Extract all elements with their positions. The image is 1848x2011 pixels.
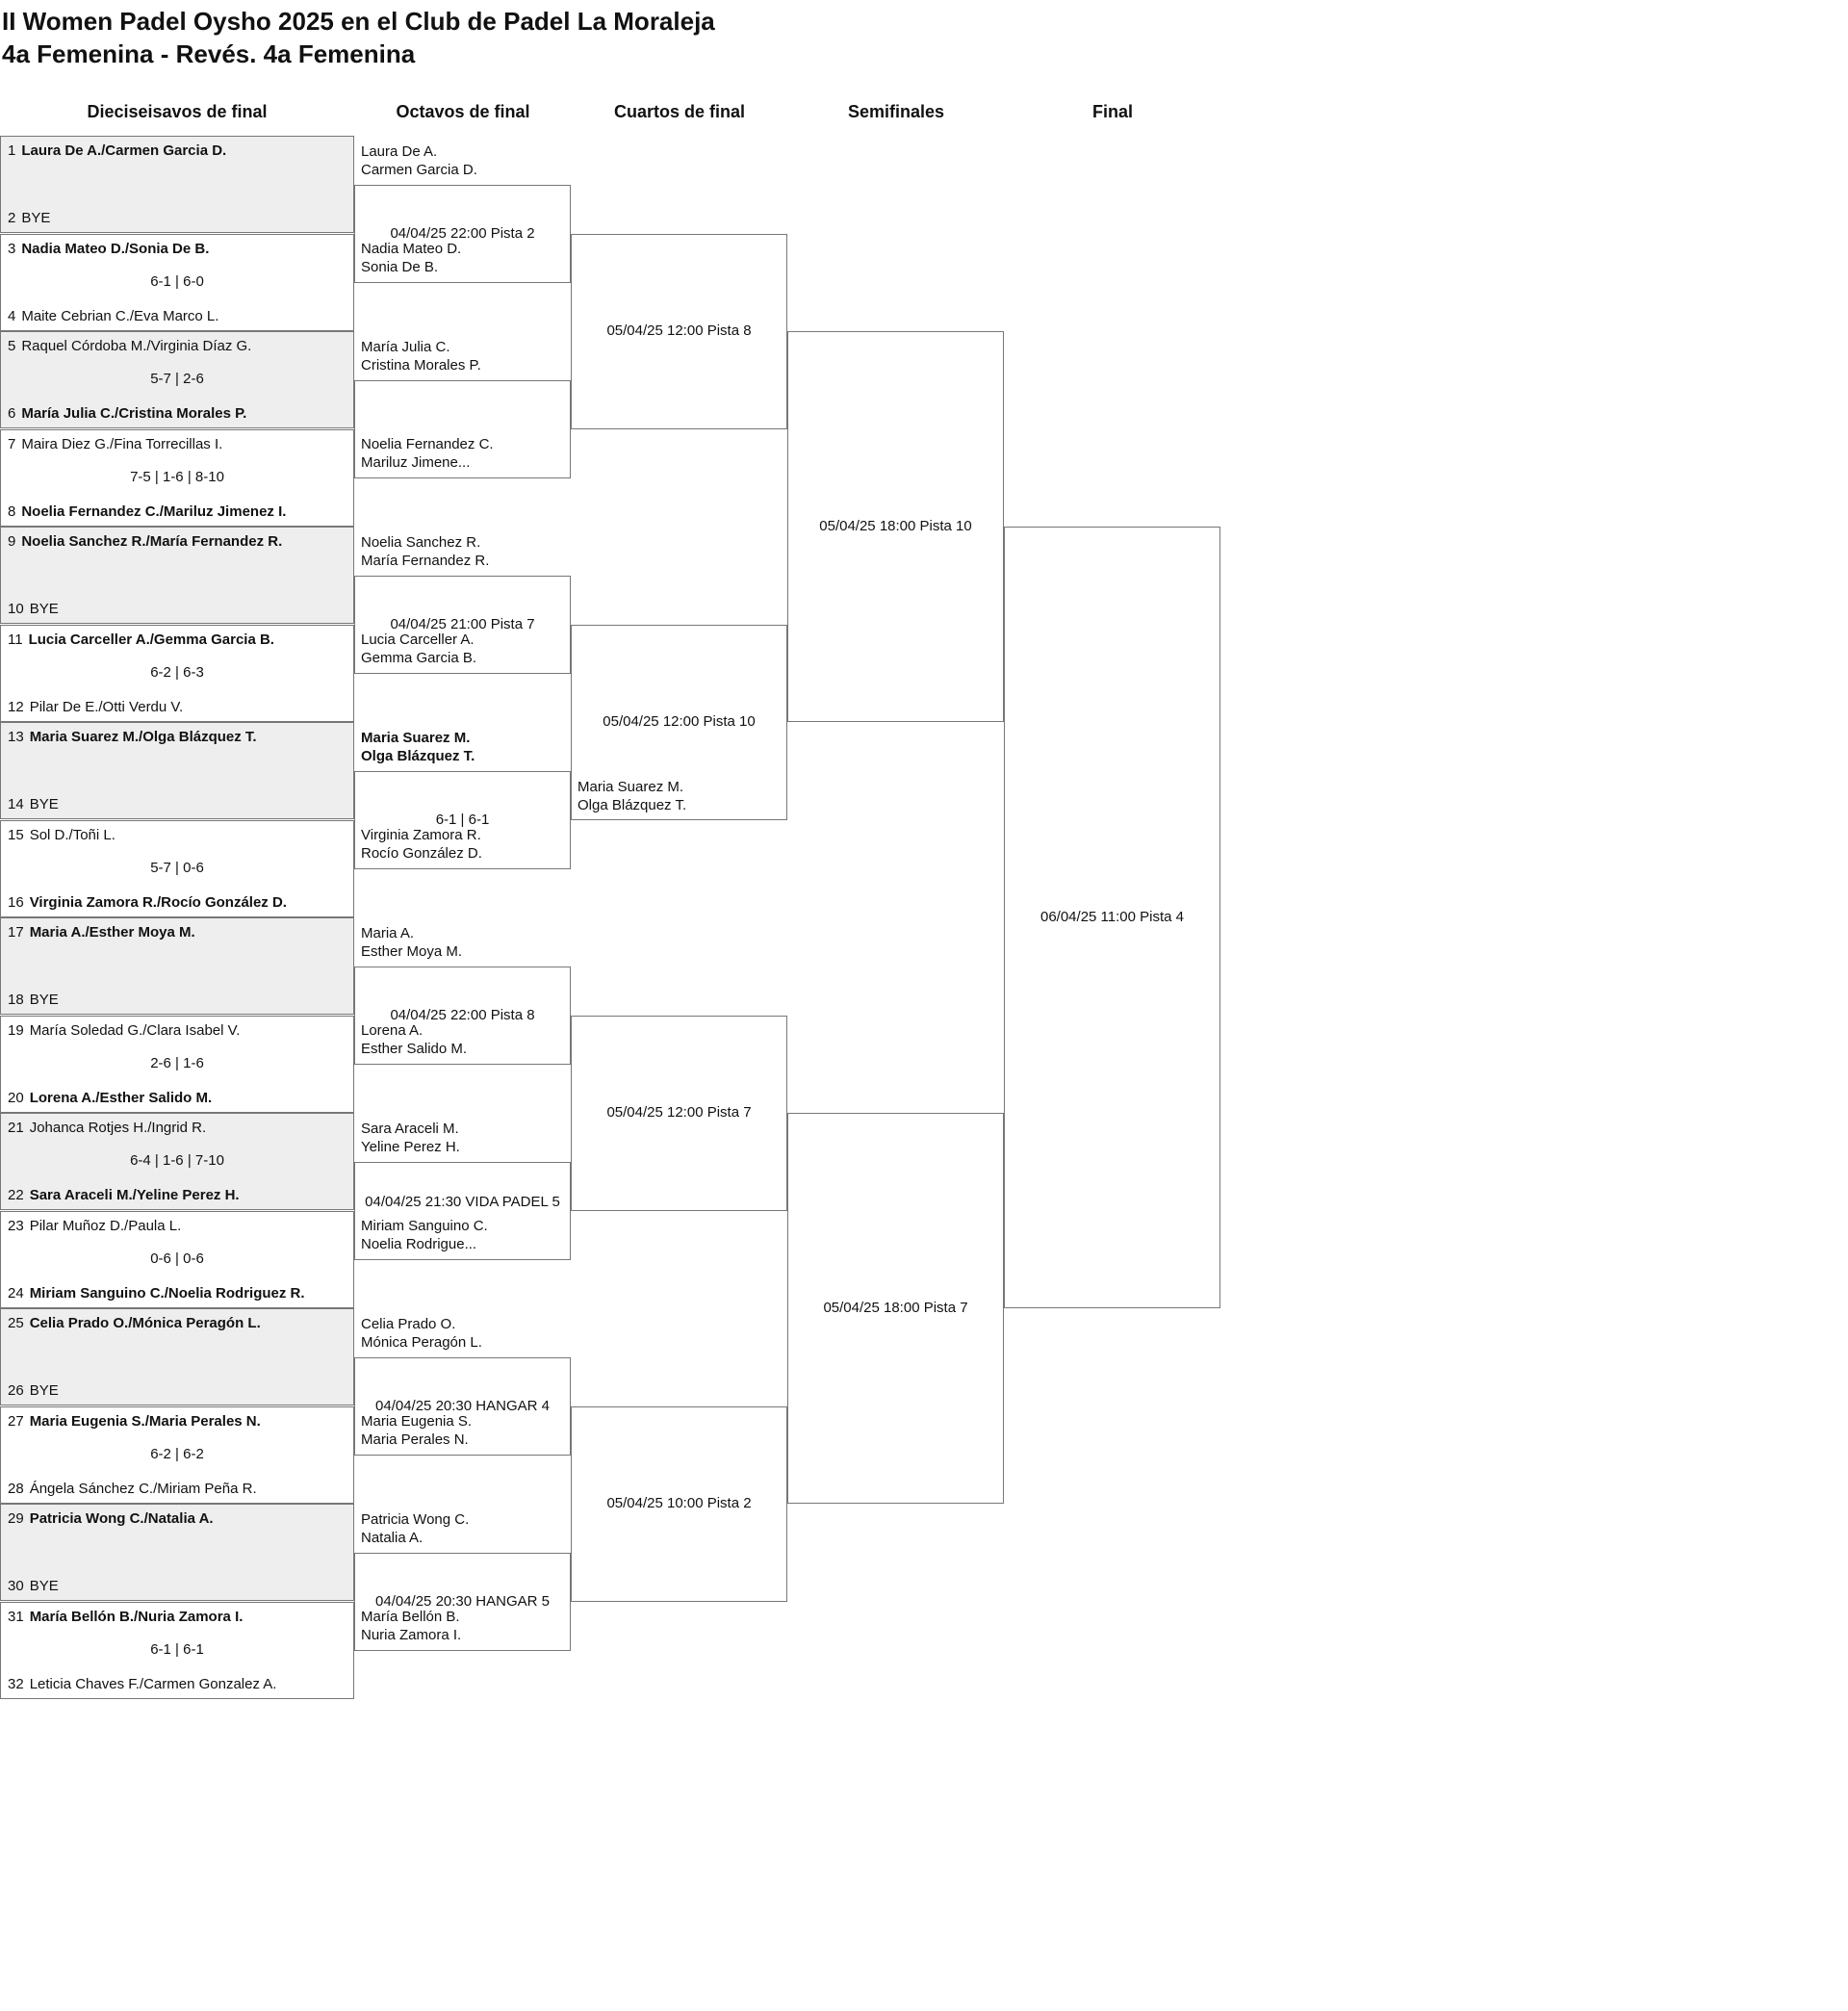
player-name: Noelia Fernandez C.	[361, 436, 494, 452]
r16-team-top[interactable]	[361, 1510, 469, 1547]
seed-number: 19	[8, 1022, 24, 1039]
team-name: Patricia Wong C./Natalia A.	[29, 1510, 214, 1527]
player-name: Miriam Sanguino C.	[361, 1218, 488, 1234]
player-name: Yeline Perez H.	[361, 1139, 460, 1155]
seed-number: 16	[8, 894, 24, 911]
player-name: Nuria Zamora I.	[361, 1627, 462, 1643]
team-name: Sara Araceli M./Yeline Perez H.	[29, 1187, 240, 1203]
match-score: 7-5 | 1-6 | 8-10	[130, 469, 224, 485]
r32-match[interactable]	[0, 1016, 354, 1113]
qf-match-info: 05/04/25 12:00 Pista 8	[606, 322, 752, 339]
team-name: Sol D./Toñi L.	[29, 827, 116, 843]
r32-team-top[interactable]	[8, 241, 209, 257]
team-name: Johanca Rotjes H./Ingrid R.	[29, 1120, 207, 1136]
player-name: María Bellón B.	[361, 1609, 460, 1625]
qf-match-info: 05/04/25 12:00 Pista 10	[603, 713, 756, 730]
team-name: Pilar De E./Otti Verdu V.	[29, 699, 184, 715]
r32-team-bottom[interactable]	[8, 210, 50, 226]
seed-number: 14	[8, 796, 24, 812]
player-name: Esther Salido M.	[361, 1041, 468, 1057]
r32-team-top[interactable]	[8, 142, 226, 159]
r32-match[interactable]	[0, 136, 354, 233]
r32-team-bottom[interactable]	[8, 894, 287, 911]
team-name: Leticia Chaves F./Carmen Gonzalez A.	[29, 1676, 277, 1692]
player-name: Nadia Mateo D.	[361, 241, 462, 257]
r32-match[interactable]	[0, 1406, 354, 1504]
seed-number: 21	[8, 1120, 24, 1136]
match-score: 5-7 | 0-6	[150, 860, 204, 876]
final-match-info: 06/04/25 11:00 Pista 4	[1040, 909, 1184, 925]
seed-number: 12	[8, 699, 24, 715]
team-name: BYE	[29, 1578, 59, 1594]
team-name: Maria A./Esther Moya M.	[29, 924, 195, 941]
seed-number: 22	[8, 1187, 24, 1203]
r32-team-top[interactable]	[8, 338, 251, 354]
seed-number: 28	[8, 1481, 24, 1497]
player-name: Olga Blázquez T.	[578, 797, 687, 813]
r16-team-bottom[interactable]	[361, 1021, 467, 1058]
r16-team-top[interactable]	[361, 924, 462, 961]
qf-match-info: 05/04/25 12:00 Pista 7	[606, 1104, 752, 1121]
team-name: Lorena A./Esther Salido M.	[29, 1090, 213, 1106]
r16-match-info: 6-1 | 6-1	[435, 812, 490, 828]
r16-team-top[interactable]	[361, 533, 489, 570]
seed-number: 8	[8, 503, 16, 520]
r32-team-bottom[interactable]	[8, 601, 59, 617]
r32-team-bottom[interactable]	[8, 1285, 305, 1302]
r32-team-top[interactable]	[8, 1413, 261, 1430]
r32-match[interactable]	[0, 820, 354, 917]
r16-match-info: 04/04/25 20:30 HANGAR 5	[375, 1593, 550, 1610]
player-name: Maria Perales N.	[361, 1431, 469, 1448]
r32-match[interactable]	[0, 234, 354, 331]
r16-team-bottom[interactable]	[361, 435, 494, 472]
r32-team-top[interactable]	[8, 1315, 261, 1331]
r16-match-info: 04/04/25 22:00 Pista 8	[390, 1007, 535, 1023]
team-name: BYE	[29, 601, 59, 617]
player-name: Maria Eugenia S.	[361, 1413, 473, 1430]
sf-match-info: 05/04/25 18:00 Pista 7	[823, 1300, 968, 1316]
player-name: Maria Suarez M.	[361, 730, 471, 746]
player-name: María Fernandez R.	[361, 553, 490, 569]
seed-number: 23	[8, 1218, 24, 1234]
round-header-qf: Cuartos de final	[613, 102, 746, 121]
player-name: Mariluz Jimene...	[361, 454, 471, 471]
player-name: Celia Prado O.	[361, 1316, 456, 1332]
player-name: Maria A.	[361, 925, 415, 941]
player-name: Lorena A.	[361, 1022, 424, 1039]
player-name: Natalia A.	[361, 1530, 424, 1546]
player-name: Virginia Zamora R.	[361, 827, 481, 843]
r32-team-top[interactable]	[8, 1510, 214, 1527]
r32-match[interactable]	[0, 1308, 354, 1405]
r32-team-bottom[interactable]	[8, 699, 183, 715]
match-score: 2-6 | 1-6	[150, 1055, 204, 1071]
r16-match-info: 04/04/25 20:30 HANGAR 4	[375, 1398, 550, 1414]
seed-number: 9	[8, 533, 16, 550]
team-name: BYE	[29, 796, 59, 812]
r32-team-top[interactable]	[8, 1120, 206, 1136]
round-header-sf: Semifinales	[847, 102, 945, 121]
r32-team-bottom[interactable]	[8, 1090, 212, 1106]
r32-team-bottom[interactable]	[8, 1481, 257, 1497]
seed-number: 13	[8, 729, 24, 745]
round-header-r16: Octavos de final	[396, 102, 530, 121]
team-name: Maria Suarez M./Olga Blázquez T.	[29, 729, 257, 745]
seed-number: 29	[8, 1510, 24, 1527]
team-name: María Bellón B./Nuria Zamora I.	[29, 1609, 244, 1625]
team-name: Lucia Carceller A./Gemma Garcia B.	[28, 632, 274, 648]
r32-match[interactable]	[0, 1602, 354, 1699]
r32-team-top[interactable]	[8, 632, 274, 648]
r16-team-bottom[interactable]	[361, 240, 461, 276]
seed-number: 24	[8, 1285, 24, 1302]
r32-match[interactable]	[0, 429, 354, 527]
seed-number: 32	[8, 1676, 24, 1692]
match-score: 0-6 | 0-6	[150, 1250, 204, 1267]
team-name: Miriam Sanguino C./Noelia Rodriguez R.	[29, 1285, 305, 1302]
r32-match[interactable]	[0, 1113, 354, 1210]
r16-team-bottom[interactable]	[361, 826, 482, 863]
team-name: Maira Diez G./Fina Torrecillas I.	[21, 436, 223, 452]
match-score: 6-1 | 6-1	[150, 1641, 204, 1658]
r32-team-top[interactable]	[8, 1218, 181, 1234]
team-name: BYE	[29, 1382, 59, 1399]
r32-team-top[interactable]	[8, 1022, 240, 1039]
r16-team-bottom[interactable]	[361, 1608, 461, 1644]
r16-team-bottom[interactable]	[361, 631, 476, 667]
seed-number: 5	[8, 338, 16, 354]
qf-match-info: 05/04/25 10:00 Pista 2	[606, 1495, 752, 1511]
r16-team-top[interactable]	[361, 1120, 460, 1156]
seed-number: 3	[8, 241, 16, 257]
player-name: María Julia C.	[361, 339, 450, 355]
tournament-title: II Women Padel Oysho 2025 en el Club de Padel La Moraleja	[2, 7, 715, 36]
team-name: Ángela Sánchez C./Miriam Peña R.	[29, 1481, 257, 1497]
qf-team-bottom[interactable]	[578, 778, 686, 814]
seed-number: 17	[8, 924, 24, 941]
r32-team-bottom[interactable]	[8, 1187, 240, 1203]
round-header-final: Final	[1091, 102, 1133, 121]
team-name: Nadia Mateo D./Sonia De B.	[21, 241, 210, 257]
team-name: Maria Eugenia S./Maria Perales N.	[29, 1413, 261, 1430]
seed-number: 26	[8, 1382, 24, 1399]
r32-match[interactable]	[0, 527, 354, 624]
round-header-r32: Dieciseisavos de final	[87, 102, 268, 121]
player-name: Esther Moya M.	[361, 943, 463, 960]
r32-match[interactable]	[0, 1504, 354, 1601]
player-name: Noelia Sanchez R.	[361, 534, 481, 551]
r32-team-top[interactable]	[8, 729, 257, 745]
r32-team-bottom[interactable]	[8, 1578, 59, 1594]
r32-team-top[interactable]	[8, 827, 116, 843]
team-name: Celia Prado O./Mónica Peragón L.	[29, 1315, 261, 1331]
player-name: Maria Suarez M.	[578, 779, 684, 795]
r16-team-top[interactable]	[361, 142, 477, 179]
player-name: Gemma Garcia B.	[361, 650, 477, 666]
player-name: Lucia Carceller A.	[361, 632, 475, 648]
seed-number: 25	[8, 1315, 24, 1331]
seed-number: 10	[8, 601, 24, 617]
r32-match[interactable]	[0, 917, 354, 1015]
seed-number: 2	[8, 210, 16, 226]
match-score: 6-1 | 6-0	[150, 273, 204, 290]
r32-team-bottom[interactable]	[8, 503, 286, 520]
player-name: Noelia Rodrigue...	[361, 1236, 477, 1252]
r16-team-top[interactable]	[361, 1315, 482, 1352]
match-score: 6-2 | 6-3	[150, 664, 204, 681]
seed-number: 7	[8, 436, 16, 452]
r32-team-top[interactable]	[8, 924, 195, 941]
seed-number: 11	[8, 632, 23, 648]
sf-match-info: 05/04/25 18:00 Pista 10	[819, 518, 972, 534]
r32-team-bottom[interactable]	[8, 308, 218, 324]
r16-match-info: 04/04/25 21:30 VIDA PADEL 5	[365, 1194, 560, 1210]
match-score: 6-2 | 6-2	[150, 1446, 204, 1462]
r32-team-top[interactable]	[8, 533, 282, 550]
r16-team-bottom[interactable]	[361, 1217, 488, 1253]
team-name: BYE	[21, 210, 51, 226]
seed-number: 4	[8, 308, 16, 324]
player-name: Sara Araceli M.	[361, 1121, 459, 1137]
team-name: María Julia C./Cristina Morales P.	[21, 405, 247, 422]
seed-number: 20	[8, 1090, 24, 1106]
r32-match[interactable]	[0, 625, 354, 722]
r16-team-bottom[interactable]	[361, 1412, 472, 1449]
team-name: Virginia Zamora R./Rocío González D.	[29, 894, 287, 911]
r32-team-bottom[interactable]	[8, 405, 246, 422]
r32-team-top[interactable]	[8, 436, 222, 452]
r16-team-top[interactable]	[361, 338, 481, 374]
match-score: 5-7 | 2-6	[150, 371, 204, 387]
player-name: Patricia Wong C.	[361, 1511, 470, 1528]
team-name: Laura De A./Carmen Garcia D.	[21, 142, 227, 159]
team-name: Pilar Muñoz D./Paula L.	[29, 1218, 182, 1234]
seed-number: 31	[8, 1609, 24, 1625]
seed-number: 15	[8, 827, 24, 843]
r32-team-top[interactable]	[8, 1609, 243, 1625]
seed-number: 6	[8, 405, 16, 422]
seed-number: 30	[8, 1578, 24, 1594]
player-name: Olga Blázquez T.	[361, 748, 475, 764]
team-name: Raquel Córdoba M./Virginia Díaz G.	[21, 338, 252, 354]
team-name: María Soledad G./Clara Isabel V.	[29, 1022, 241, 1039]
player-name: Rocío González D.	[361, 845, 482, 862]
r32-team-bottom[interactable]	[8, 796, 59, 812]
player-name: Mónica Peragón L.	[361, 1334, 482, 1351]
r16-team-top[interactable]	[361, 729, 475, 765]
r16-match-info: 04/04/25 21:00 Pista 7	[390, 616, 535, 632]
r16-match-info: 04/04/25 22:00 Pista 2	[390, 225, 535, 242]
player-name: Laura De A.	[361, 143, 438, 160]
r32-team-bottom[interactable]	[8, 1382, 59, 1399]
r32-match[interactable]	[0, 331, 354, 428]
seed-number: 18	[8, 992, 24, 1008]
seed-number: 27	[8, 1413, 24, 1430]
category-title: 4a Femenina - Revés. 4a Femenina	[2, 39, 416, 68]
r32-team-bottom[interactable]	[8, 1676, 276, 1692]
r32-team-bottom[interactable]	[8, 992, 59, 1008]
team-name: Noelia Fernandez C./Mariluz Jimenez I.	[21, 503, 287, 520]
r32-match[interactable]	[0, 722, 354, 819]
player-name: Sonia De B.	[361, 259, 439, 275]
match-score: 6-4 | 1-6 | 7-10	[130, 1152, 224, 1169]
r32-match[interactable]	[0, 1211, 354, 1308]
team-name: Noelia Sanchez R./María Fernandez R.	[21, 533, 283, 550]
seed-number: 1	[8, 142, 16, 159]
player-name: Cristina Morales P.	[361, 357, 481, 374]
team-name: BYE	[29, 992, 59, 1008]
team-name: Maite Cebrian C./Eva Marco L.	[21, 308, 219, 324]
player-name: Carmen Garcia D.	[361, 162, 477, 178]
